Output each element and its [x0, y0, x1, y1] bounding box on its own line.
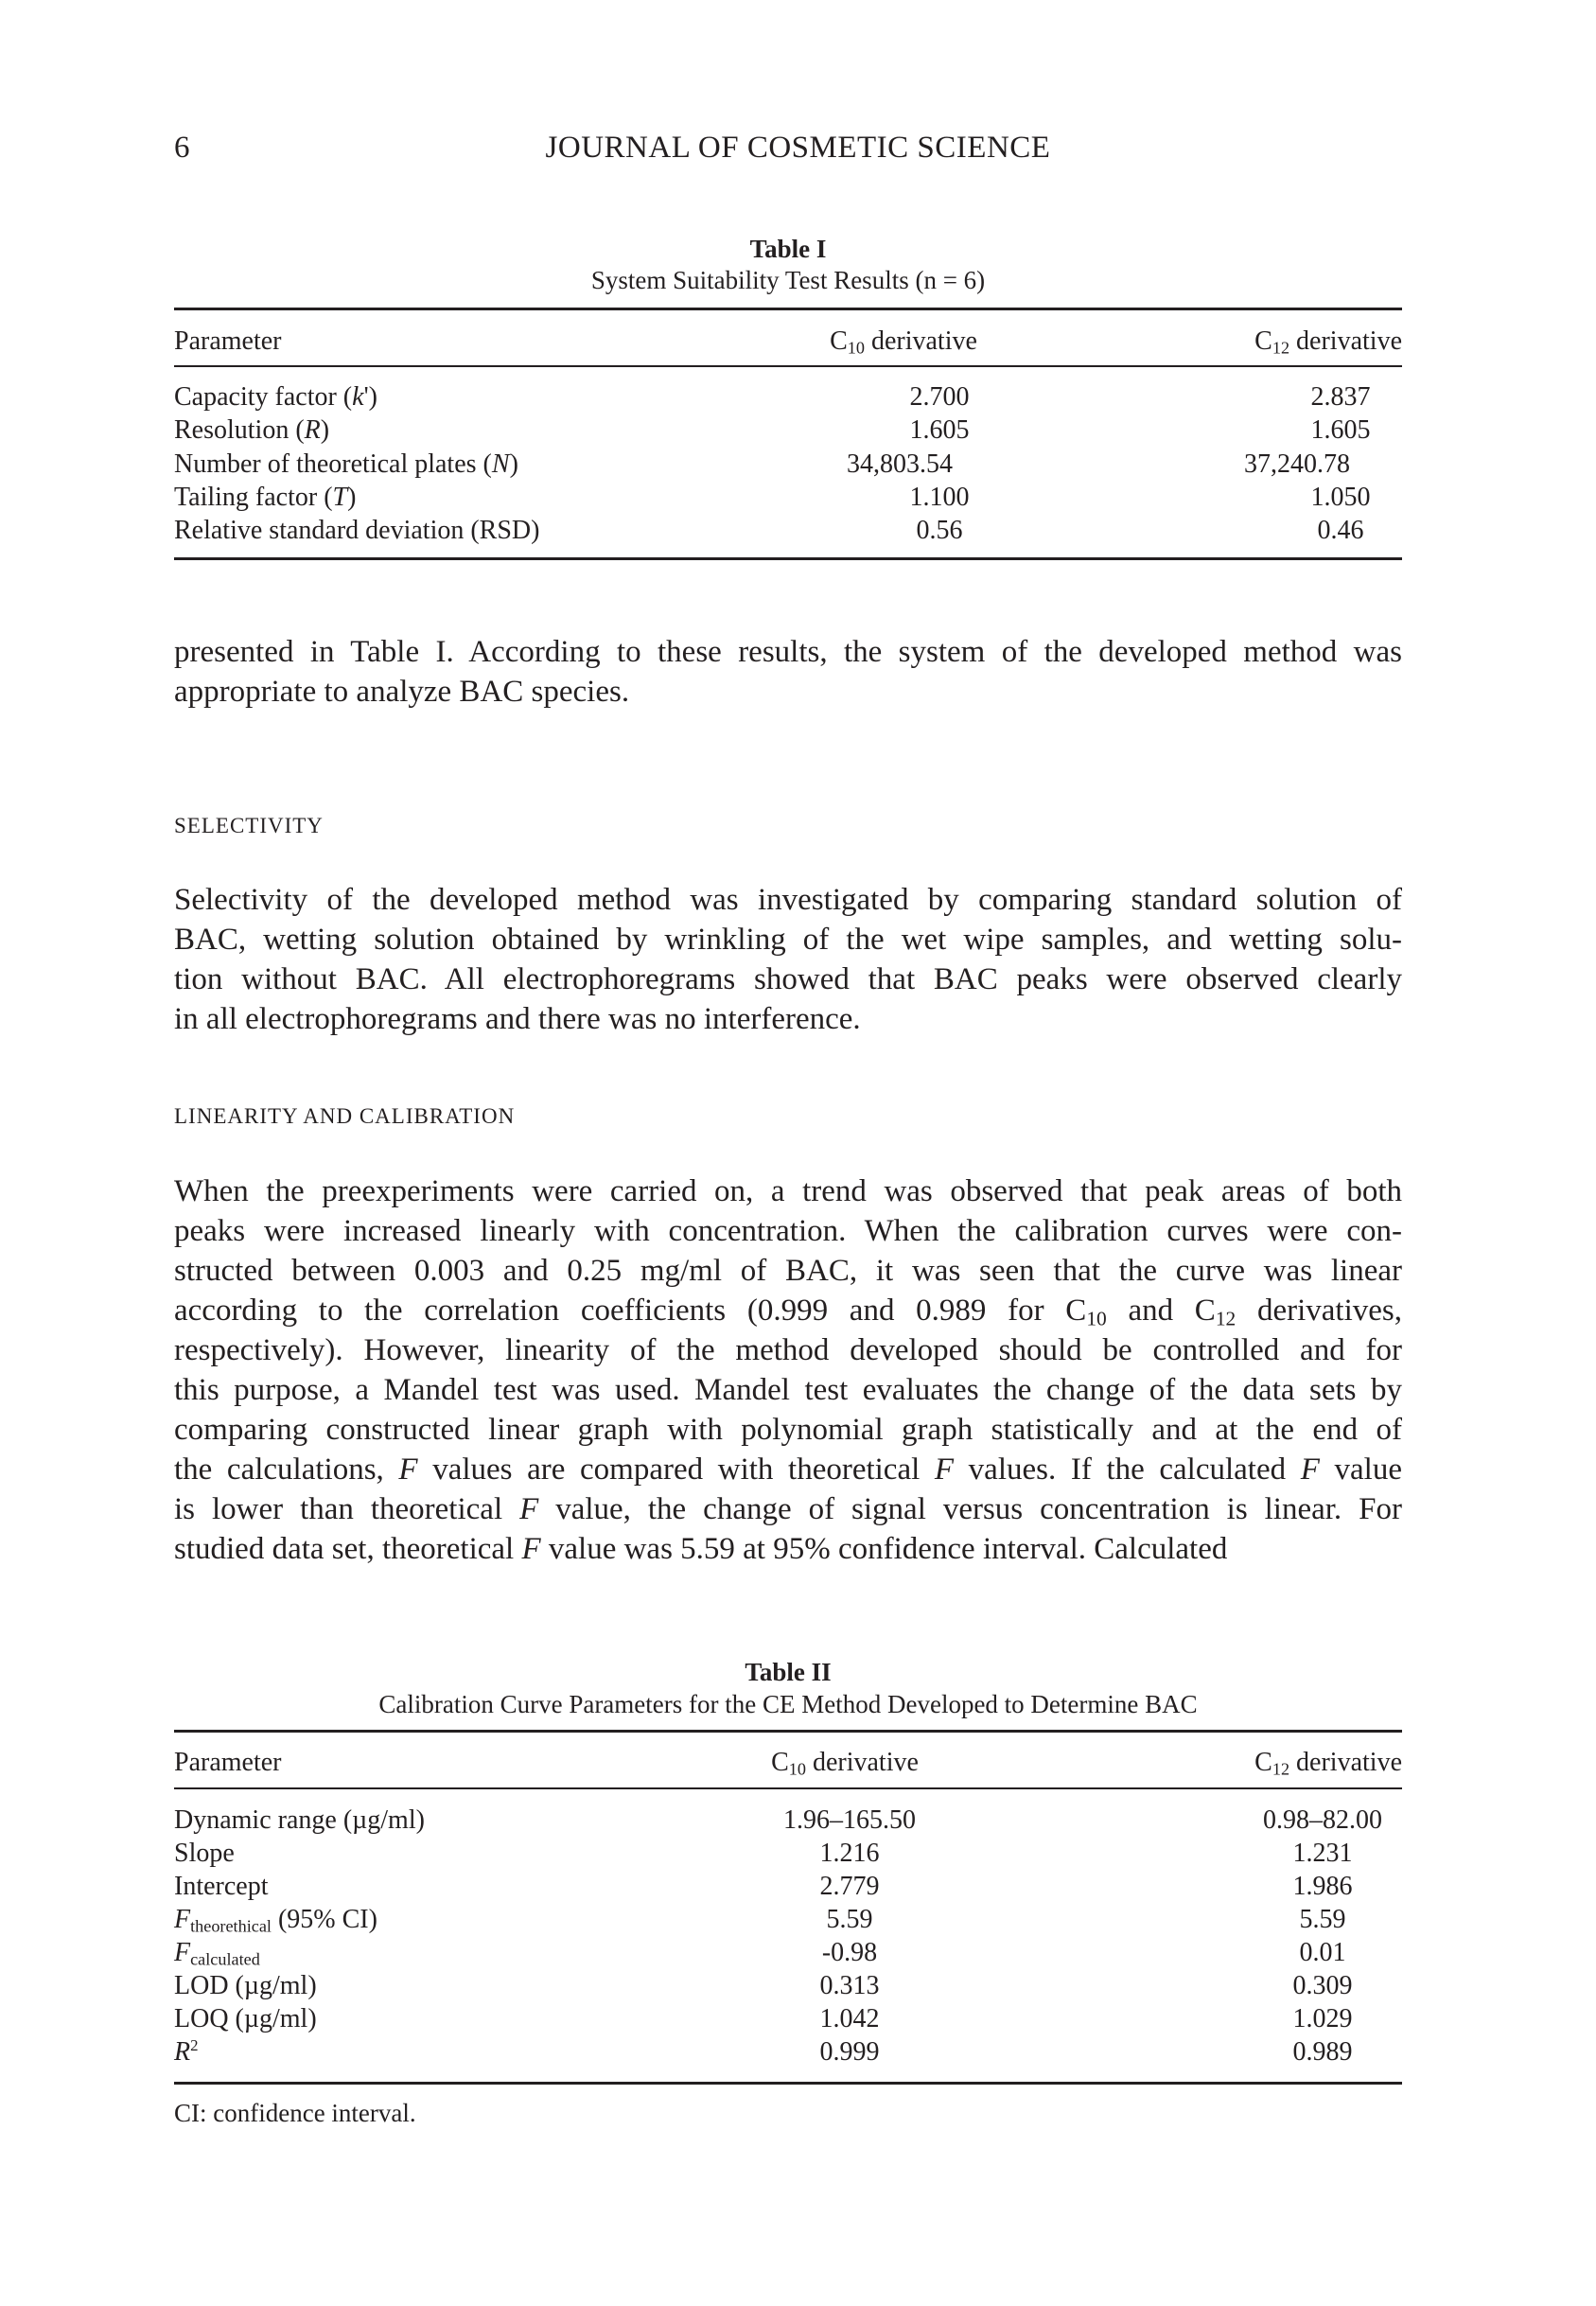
subscript: 10 — [1086, 1307, 1107, 1330]
table-cell-c10: 0.56 — [916, 516, 963, 546]
parameter-subscript: calculated — [190, 1949, 260, 1969]
table-row-parameter — [174, 1970, 317, 2002]
text-line — [174, 1291, 1402, 1330]
text-segment: peaks were increased linearly with concentration. When the calibration curves were con- — [174, 1214, 1402, 1248]
parameter-symbol: F — [174, 1938, 191, 1967]
paragraph-1 — [174, 632, 1402, 712]
text-segment: derivatives, — [1236, 1294, 1402, 1328]
parameter-symbol: R — [304, 415, 321, 446]
table-cell-c12: 1.231 — [1292, 1839, 1353, 1868]
table2-header-rule — [174, 1787, 1402, 1789]
table-cell-c12: 0.46 — [1317, 516, 1364, 546]
text-segment: values. If the calculated — [954, 1452, 1301, 1487]
text-segment: the calculations, — [174, 1452, 399, 1487]
table-cell-c10: 1.96–165.50 — [783, 1805, 916, 1835]
text-segment: this purpose, a Mandel test was used. Mandel test evaluates the change of the data sets by — [174, 1373, 1402, 1407]
text-line — [174, 1251, 1402, 1291]
section-heading-selectivity: SELECTIVITY — [174, 814, 324, 837]
text-segment: according to the correlation coefficients (0.999 and 0.989 for C — [174, 1294, 1087, 1328]
table-row-parameter — [174, 1904, 377, 1936]
text-segment: structed between 0.003 and 0.25 mg/ml of BAC, it was seen that the curve was linear — [174, 1254, 1402, 1288]
table-row-parameter — [174, 515, 539, 547]
parameter-subscript: theorethical — [190, 1916, 272, 1936]
table2-caption: Calibration Curve Parameters for the CE Method Developed to Determine BAC — [378, 1690, 1198, 1718]
italic-symbol: F — [519, 1492, 539, 1526]
table1-header-c12: $C_{12}$ derivative — [1254, 326, 1402, 358]
parameter-text: Relative standard deviation (RSD) — [174, 516, 540, 546]
table1-top-rule — [174, 308, 1402, 310]
parameter-symbol: R — [174, 2037, 191, 2067]
page-number: 6 — [174, 131, 190, 165]
text-line — [174, 1211, 1402, 1251]
table-cell-c12: 1.029 — [1292, 2004, 1353, 2033]
parameter-text: LOQ (µg/ml) — [174, 2004, 317, 2033]
table-row-parameter — [174, 482, 356, 514]
text-segment: studied data set, theoretical — [174, 1532, 522, 1566]
table-row-parameter — [174, 449, 518, 481]
parameter-symbol: N — [491, 449, 510, 479]
parameter-text: Slope — [174, 1839, 235, 1868]
table-cell-c10: 1.100 — [909, 482, 970, 512]
table2-label: Table II — [745, 1658, 832, 1686]
text-segment: in all electrophoregrams and there was no interference. — [174, 1002, 861, 1036]
text-line — [174, 632, 1402, 672]
text-segment: is lower than theoretical — [174, 1492, 520, 1526]
parameter-text: Number of theoretical plates ( — [174, 449, 492, 479]
subscript: 12 — [1215, 1307, 1236, 1330]
parameter-text: Resolution ( — [174, 415, 305, 446]
text-line — [174, 1330, 1402, 1370]
table-cell-c12: 0.989 — [1292, 2037, 1353, 2067]
table2-header-parameter: Parameter — [174, 1748, 282, 1777]
text-segment: When the preexperiments were carried on, a trend was observed that peak areas of both — [174, 1174, 1402, 1208]
section-heading-linearity: LINEARITY AND CALIBRATION — [174, 1104, 516, 1128]
text-line — [174, 1171, 1402, 1211]
table-row-parameter — [174, 1871, 269, 1903]
table-row-parameter — [174, 1937, 260, 1969]
italic-symbol: F — [398, 1452, 418, 1487]
table-cell-c10: -0.98 — [821, 1938, 878, 1967]
text-line — [174, 920, 1402, 959]
table-cell-c12: 1.605 — [1310, 415, 1371, 446]
table1-caption: System Suitability Test Results (n = 6) — [590, 266, 986, 294]
italic-symbol: F — [934, 1452, 955, 1487]
parameter-suffix: ') — [363, 382, 377, 412]
parameter-text: Capacity factor ( — [174, 382, 353, 412]
table1-label: Table I — [749, 235, 827, 263]
table2-top-rule — [174, 1730, 1402, 1733]
text-line — [174, 959, 1402, 999]
text-line — [174, 1529, 1402, 1569]
table-cell-c12: 0.01 — [1299, 1938, 1346, 1967]
table-row-parameter — [174, 381, 377, 414]
text-line — [174, 880, 1402, 920]
text-segment: value — [1319, 1452, 1403, 1487]
text-line — [174, 672, 1402, 712]
parameter-text: Tailing factor ( — [174, 482, 333, 512]
table2-header-c10: $C_{10}$ derivative — [771, 1748, 919, 1779]
text-segment: comparing constructed linear graph with polynomial graph statistically and at the end of — [174, 1413, 1402, 1447]
table-cell-c10: 1.605 — [909, 415, 970, 446]
text-line — [174, 1410, 1402, 1450]
table-cell-c10: 2.779 — [819, 1872, 880, 1901]
table1-header-parameter: Parameter — [174, 326, 282, 356]
table-cell-c12: 1.986 — [1292, 1872, 1353, 1901]
table-cell-c10: 2.700 — [909, 382, 970, 412]
table-cell-c10: 0.313 — [819, 1971, 880, 2000]
table1-bottom-rule — [174, 557, 1402, 560]
table-cell-c10: 1.042 — [819, 2004, 880, 2033]
parameter-suffix: ) — [320, 415, 330, 446]
italic-symbol: F — [521, 1532, 541, 1566]
italic-symbol: F — [1300, 1452, 1320, 1487]
table-row-parameter — [174, 1804, 425, 1837]
text-segment: and C — [1106, 1294, 1216, 1328]
table2-footnote: CI: confidence interval. — [174, 2099, 416, 2127]
parameter-text: Dynamic range (µg/ml) — [174, 1805, 425, 1835]
table1-header-c10: $C_{10}$ derivative — [830, 326, 977, 358]
table-cell-c10: 0.999 — [819, 2037, 880, 2067]
parameter-suffix: ) — [347, 482, 357, 512]
table-row-parameter — [174, 2003, 317, 2035]
text-segment: appropriate to analyze BAC species. — [174, 675, 630, 709]
table-cell-c10: 1.216 — [819, 1839, 880, 1868]
text-segment: presented in Table I. According to these results, the system of the developed method was — [174, 635, 1402, 669]
paragraph-selectivity — [174, 880, 1402, 1039]
parameter-symbol: F — [174, 1905, 191, 1934]
table-row-parameter — [174, 414, 329, 447]
table-row-parameter — [174, 2036, 199, 2068]
table-cell-c12: 5.59 — [1299, 1905, 1346, 1934]
text-line — [174, 999, 1402, 1039]
text-segment: BAC, wetting solution obtained by wrinkling of the wet wipe samples, and wetting solu- — [174, 923, 1402, 957]
table-cell-c10: 5.59 — [826, 1905, 873, 1934]
text-segment: values are compared with theoretical — [417, 1452, 935, 1487]
table1-header-rule — [174, 365, 1402, 367]
paragraph-linearity — [174, 1171, 1402, 1569]
text-segment: value, the change of signal versus concentration is linear. For — [538, 1492, 1402, 1526]
text-segment: respectively). However, linearity of the method developed should be controlled and for — [174, 1333, 1402, 1367]
table-cell-c12: 0.309 — [1292, 1971, 1353, 2000]
table2-bottom-rule — [174, 2082, 1402, 2085]
table-row-parameter — [174, 1838, 235, 1870]
text-line — [174, 1450, 1402, 1489]
text-segment: value was 5.59 at 95% confidence interval. Calculated — [540, 1532, 1228, 1566]
running-header: JOURNAL OF COSMETIC SCIENCE — [545, 131, 1051, 165]
text-segment: tion without BAC. All electrophoregrams showed that BAC peaks were observed clearly — [174, 962, 1402, 996]
parameter-superscript: 2 — [190, 2035, 199, 2054]
parameter-suffix: ) — [509, 449, 518, 479]
parameter-text: Intercept — [174, 1872, 269, 1901]
table-cell-c10: 34,803.54 — [847, 449, 953, 479]
text-line — [174, 1489, 1402, 1529]
parameter-symbol: T — [332, 482, 348, 512]
table2-header-c12: $C_{12}$ derivative — [1254, 1748, 1402, 1779]
text-segment: Selectivity of the developed method was investigated by comparing standard solution of — [174, 883, 1402, 917]
parameter-symbol: k — [352, 382, 364, 412]
table-cell-c12: 2.837 — [1310, 382, 1371, 412]
text-line — [174, 1370, 1402, 1410]
parameter-suffix: (95% CI) — [271, 1905, 377, 1934]
table-cell-c12: 0.98–82.00 — [1263, 1805, 1382, 1835]
table-cell-c12: 37,240.78 — [1244, 449, 1350, 479]
table-cell-c12: 1.050 — [1310, 482, 1371, 512]
parameter-text: LOD (µg/ml) — [174, 1971, 317, 2000]
